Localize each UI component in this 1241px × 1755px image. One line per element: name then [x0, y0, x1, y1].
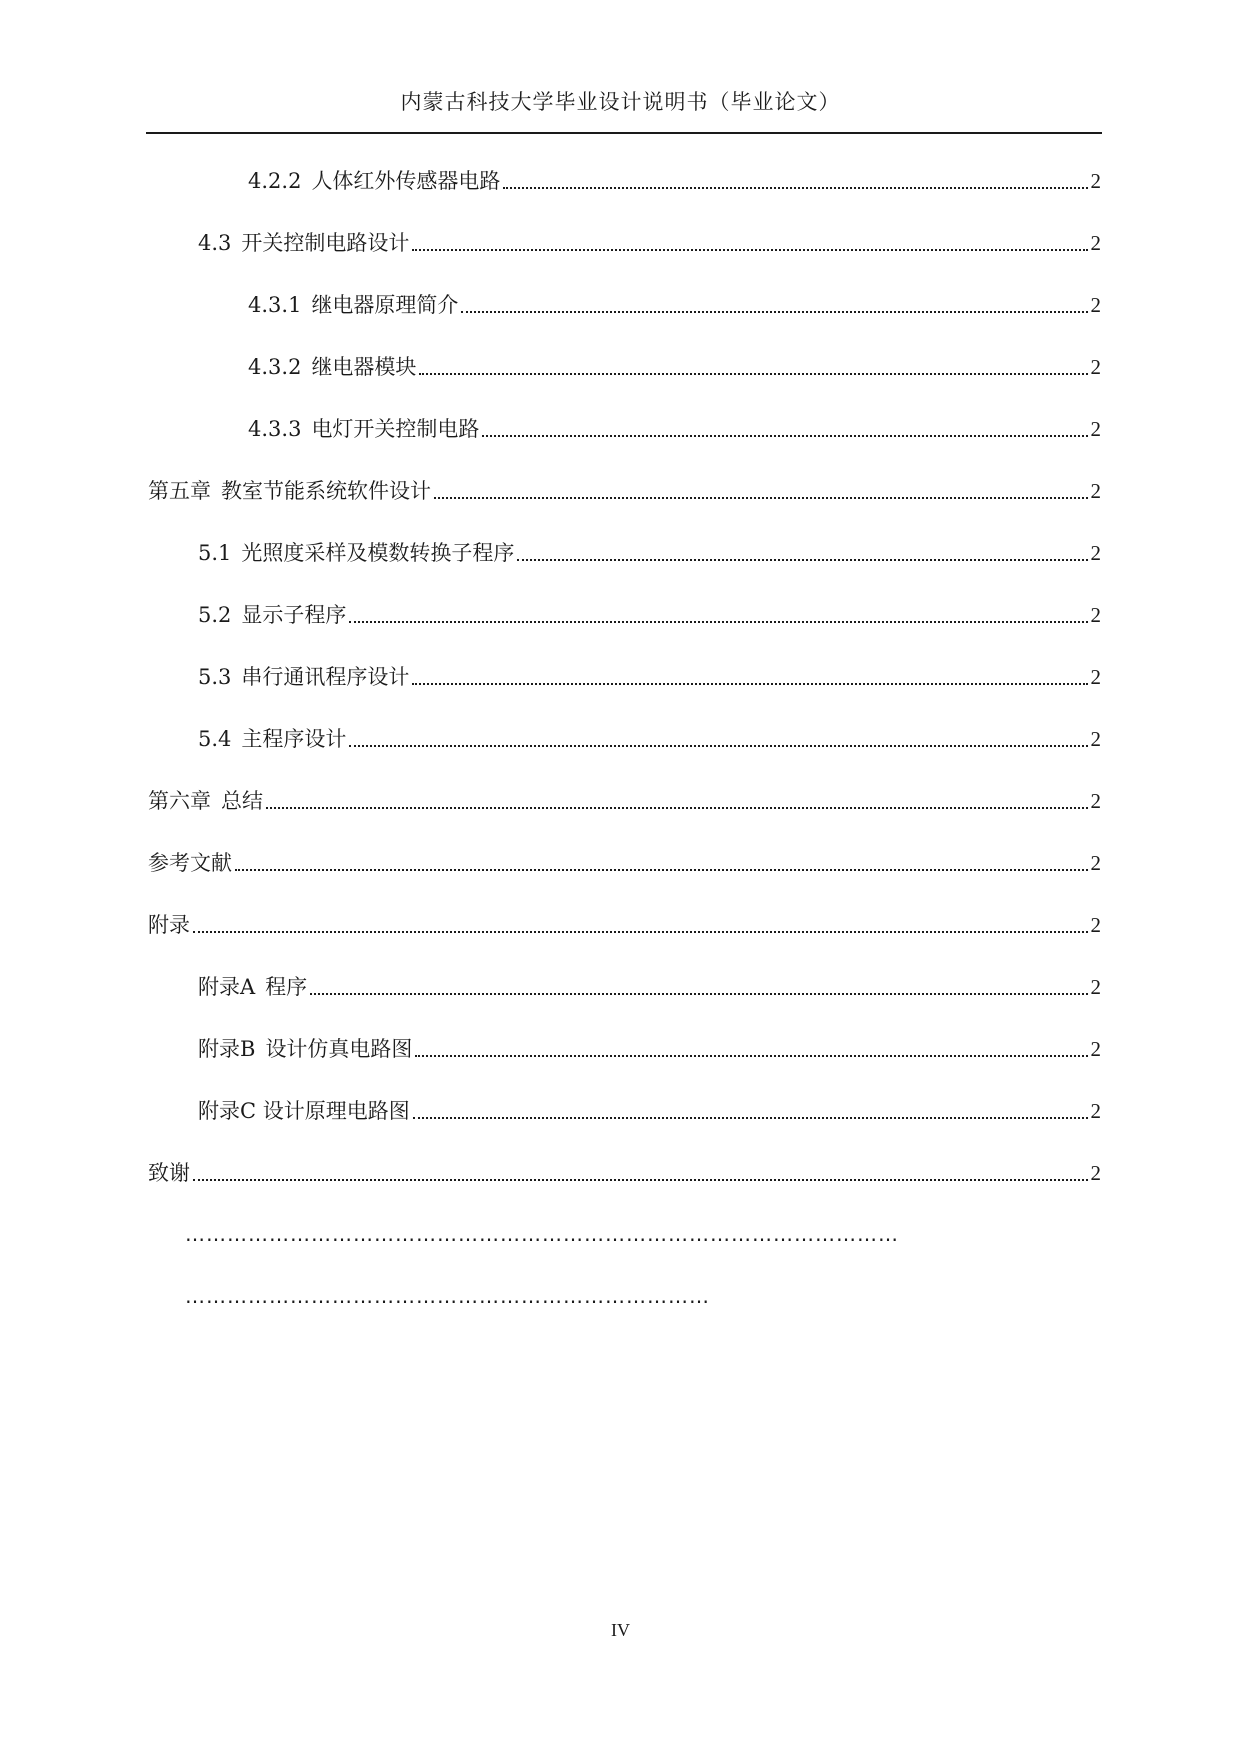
- toc-entry-5-3[interactable]: [198, 662, 1101, 692]
- toc-dot-leader: [419, 373, 1087, 375]
- toc-entry-label: 人体红外传感器电路: [311, 169, 501, 193]
- trailing-ellipsis-line-1: …………………………………………………………………………………………: [185, 1222, 899, 1246]
- toc-entry-page: 2: [1090, 789, 1101, 813]
- toc-entry-number: 附录A: [198, 975, 256, 999]
- toc-entry-page: 2: [1090, 1037, 1101, 1061]
- toc-entry-page: 2: [1090, 293, 1101, 317]
- toc-entry-number: 5.4: [198, 727, 232, 751]
- toc-entry-number: 4.3.3: [248, 417, 302, 441]
- toc-entry-page: 2: [1090, 231, 1101, 255]
- toc-dot-leader: [310, 993, 1087, 995]
- toc-dot-leader: [434, 497, 1088, 499]
- toc-dot-leader: [503, 187, 1087, 189]
- toc-entry-number: 第六章: [148, 789, 211, 813]
- toc-entry-page: 2: [1090, 603, 1101, 627]
- toc-dot-leader: [193, 931, 1088, 933]
- page-number: IV: [611, 1620, 630, 1640]
- toc-entry-label: 光照度采样及模数转换子程序: [241, 541, 515, 565]
- toc-entry-page: 2: [1090, 1099, 1101, 1123]
- toc-dot-leader: [235, 869, 1088, 871]
- toc-entry-4-3-2[interactable]: [248, 352, 1101, 382]
- toc-entry-appendix-a[interactable]: [198, 972, 1101, 1002]
- toc-dot-leader: [349, 745, 1087, 747]
- toc-entry-label: 串行通讯程序设计: [241, 665, 410, 689]
- toc-entry-page: 2: [1090, 913, 1101, 937]
- toc-entry-page: 2: [1090, 975, 1101, 999]
- toc-entry-chapter-6[interactable]: [148, 786, 1101, 816]
- page-header-title: 内蒙古科技大学毕业设计说明书（毕业论文）: [400, 90, 841, 114]
- toc-entry-label: 显示子程序: [241, 603, 347, 627]
- toc-entry-page: 2: [1090, 355, 1101, 379]
- toc-entry-number: 4.2.2: [248, 169, 302, 193]
- toc-dot-leader: [412, 683, 1087, 685]
- toc-entry-page: 2: [1090, 851, 1101, 875]
- toc-dot-leader: [415, 1055, 1087, 1057]
- toc-dot-leader: [412, 249, 1087, 251]
- toc-entry-label: 继电器原理简介: [311, 293, 459, 317]
- toc-entry-label: 开关控制电路设计: [241, 231, 410, 255]
- toc-entry-label: 主程序设计: [241, 727, 347, 751]
- toc-entry-label: 附录: [148, 913, 190, 937]
- toc-entry-number: 4.3.2: [248, 355, 302, 379]
- toc-dot-leader: [349, 621, 1087, 623]
- toc-entry-label: 设计仿真电路图: [265, 1037, 413, 1061]
- toc-entry-number: 5.2: [198, 603, 232, 627]
- toc-entry-number: 附录B: [198, 1037, 256, 1061]
- toc-entry-page: 2: [1090, 169, 1101, 193]
- toc-dot-leader: [517, 559, 1087, 561]
- toc-entry-chapter-5[interactable]: [148, 476, 1101, 506]
- toc-entry-appendix-b[interactable]: [198, 1034, 1101, 1064]
- toc-entry-page: 2: [1090, 541, 1101, 565]
- trailing-ellipsis-line-2: …………………………………………………………………: [185, 1284, 710, 1308]
- toc-entry-4-3-3[interactable]: [248, 414, 1101, 444]
- toc-entry-4-2-2[interactable]: [248, 166, 1101, 196]
- toc-dot-leader: [461, 311, 1087, 313]
- toc-entry-label: 总结: [221, 789, 263, 813]
- toc-entry-5-4[interactable]: [198, 724, 1101, 754]
- toc-entry-label: 附录C 设计原理电路图: [198, 1099, 410, 1123]
- toc-entry-number: 4.3.1: [248, 293, 302, 317]
- toc-entry-page: 2: [1090, 479, 1101, 503]
- toc-entry-5-1[interactable]: [198, 538, 1101, 568]
- toc-entry-label: 程序: [265, 975, 308, 999]
- toc-entry-page: 2: [1090, 665, 1101, 689]
- toc-entry-4-3-1[interactable]: [248, 290, 1101, 320]
- toc-entry-page: 2: [1090, 417, 1101, 441]
- toc-entry-page: 2: [1090, 1161, 1101, 1185]
- toc-entry-label: 继电器模块: [311, 355, 417, 379]
- toc-entry-label: 致谢: [148, 1161, 190, 1185]
- toc-entry-number: 第五章: [148, 479, 211, 503]
- toc-dot-leader: [482, 435, 1087, 437]
- toc-entry-4-3[interactable]: [198, 228, 1101, 258]
- toc-entry-appendix[interactable]: [148, 910, 1101, 940]
- toc-entry-label: 参考文献: [148, 851, 232, 875]
- toc-entry-number: 5.3: [198, 665, 232, 689]
- toc-entry-page: 2: [1090, 727, 1101, 751]
- toc-dot-leader: [413, 1117, 1088, 1119]
- toc-dot-leader: [193, 1179, 1088, 1181]
- toc-entry-5-2[interactable]: [198, 600, 1101, 630]
- toc-entry-references[interactable]: [148, 848, 1101, 878]
- toc-entry-acknowledgements[interactable]: [148, 1158, 1101, 1188]
- toc-entry-number: 4.3: [198, 231, 232, 255]
- toc-entry-number: 5.1: [198, 541, 232, 565]
- toc-entry-label: 教室节能系统软件设计: [221, 479, 431, 503]
- toc-entry-label: 电灯开关控制电路: [311, 417, 480, 441]
- toc-dot-leader: [266, 807, 1088, 809]
- toc-entry-appendix-c[interactable]: [198, 1096, 1101, 1126]
